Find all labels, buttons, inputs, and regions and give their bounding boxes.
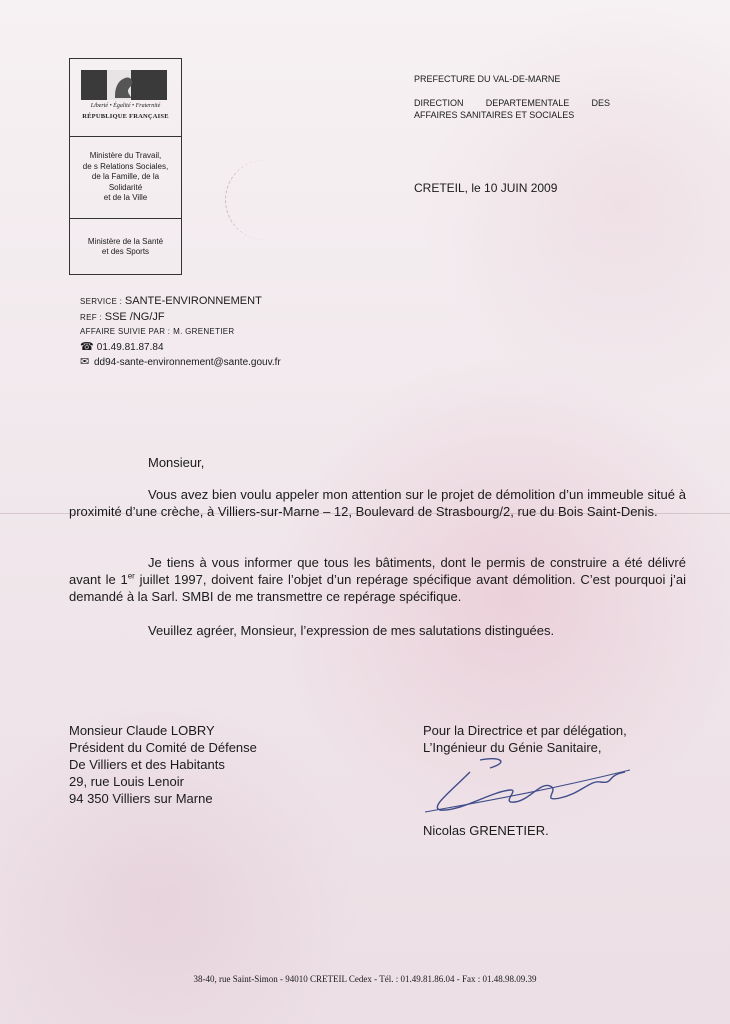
service-block	[80, 294, 281, 371]
recipient-line: Président du Comité de Défense	[69, 740, 257, 755]
recipient-line: 94 350 Villiers sur Marne	[69, 791, 213, 806]
ministry-labor	[70, 137, 181, 219]
signer-line: Pour la Directrice et par délégation,	[423, 723, 627, 738]
ref-value: SSE /NG/JF	[104, 310, 165, 323]
ref-label: REF :	[80, 312, 102, 322]
signer-name: Nicolas GRENETIER.	[423, 823, 549, 838]
direction-line: AFFAIRES SANITAIRES ET SOCIALES	[414, 110, 575, 120]
envelope-icon: ✉	[80, 356, 90, 368]
service-label: SERVICE :	[80, 297, 123, 306]
ministry-line: de s Relations Sociales,	[82, 161, 169, 171]
faded-stamp	[225, 160, 266, 240]
footer-address: 38-40, rue Saint-Simon - 94010 CRETEIL Cedex - Tél. : 01.49.81.86.04 - Fax : 01.48.98.09.39	[193, 974, 537, 984]
paragraph-1	[69, 486, 686, 520]
signer-line: L’Ingénieur du Génie Sanitaire,	[423, 740, 602, 755]
paragraph-text: juillet 1997, doivent faire l’objet d’un repérage spécifique avant démolition. C’est pourquoi j’ai demandé à la Sarl. SMBI de me transmettre ce repérage spécifique.	[69, 572, 687, 604]
recipient-address	[69, 722, 257, 807]
direction-word: DEPARTEMENTALE	[485, 98, 570, 108]
republic-logo	[70, 59, 181, 137]
prefecture-title: PREFECTURE DU VAL-DE-MARNE	[414, 74, 561, 84]
superscript: er	[127, 571, 135, 581]
ministry-line: et des Sports	[101, 247, 150, 256]
paragraph-3	[69, 622, 686, 639]
signer-block	[423, 722, 627, 756]
paragraph-text: Vous avez bien voulu appeler mon attention sur le projet de démolition d’un immeuble situé à proximité d’une crèche, à Villiers-sur-Marne – 12, Boulevard de Strasbourg/2, rue du Bois Saint-Denis.	[69, 487, 686, 519]
paragraph-text: Veuillez agréer, Monsieur, l’expression de mes salutations distinguées.	[148, 623, 555, 638]
affaire-value: M. GRENETIER	[173, 327, 235, 336]
recipient-line: 29, rue Louis Lenoir	[69, 774, 184, 789]
salutation: Monsieur,	[148, 455, 205, 470]
direction-word: DIRECTION	[414, 98, 464, 108]
ministry-line: Ministère de la Santé	[87, 236, 164, 246]
email-address: dd94-sante-environnement@sante.gouv.fr	[94, 357, 281, 368]
handwritten-signature	[420, 752, 640, 822]
affaire-label: AFFAIRE SUIVIE PAR :	[80, 327, 171, 336]
paragraph-text: Je tiens à vous informer que tous les bâtiments, dont le permis de construire a été délivré avant le 1	[69, 555, 686, 587]
ministry-line: de la Famille, de la	[91, 172, 160, 182]
telephone-icon: ☎	[80, 340, 94, 353]
direction-title	[414, 97, 610, 121]
phone-number: 01.49.81.87.84	[96, 341, 164, 353]
ministry-health	[70, 220, 181, 274]
marianne-logo-icon	[81, 70, 167, 100]
dateline: CRETEIL, le 10 JUIN 2009	[414, 181, 558, 195]
republic-name: RÉPUBLIQUE FRANÇAISE	[82, 113, 169, 120]
recipient-line: De Villiers et des Habitants	[69, 757, 225, 772]
service-value: SANTE-ENVIRONNEMENT	[124, 295, 262, 307]
ministry-line: Ministère du Travail,	[89, 151, 162, 161]
letterhead-box	[69, 58, 182, 275]
ministry-line: et de la Ville	[103, 193, 148, 203]
republic-motto: Liberté • Égalité • Fraternité	[90, 103, 161, 109]
ministry-line: Solidarité	[108, 182, 143, 192]
recipient-line: Monsieur Claude LOBRY	[69, 723, 215, 738]
paragraph-2	[69, 554, 686, 605]
direction-word: DES	[591, 98, 610, 108]
